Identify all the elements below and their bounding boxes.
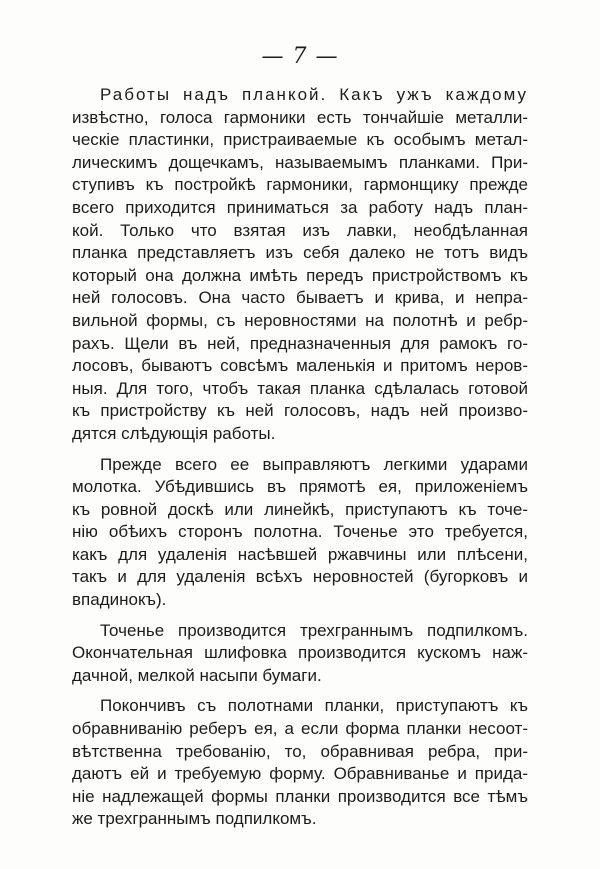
text-line: дачной, мелкой насыпи бумаги. — [72, 665, 322, 685]
paragraph-3 — [72, 620, 528, 688]
text-line: впадинокъ). — [72, 590, 167, 610]
text-line: Окончательная шлифовка производится кускомъ наж- — [72, 643, 528, 663]
paragraph-4 — [72, 695, 528, 831]
text-line: дятся слѣдующiя работы. — [72, 423, 276, 443]
text-line: который она должна имѣть передъ пристройствомъ къ — [72, 265, 528, 285]
text-line: лическимъ дощечкамъ, называемымъ планками. При- — [72, 152, 528, 172]
text-line: же трехграннымъ подпилкомъ. — [72, 809, 317, 829]
text-line: къ ровной доскѣ или линейкѣ, приступаютъ къ точе- — [72, 499, 528, 519]
text-line: вильной формы, съ неровностями на полотнѣ и ребр- — [72, 310, 528, 330]
text-line: лосовъ, бываютъ совсѣмъ маленькiя и притомъ неров- — [72, 356, 528, 376]
text-line: вѣтственна требованiю, то, обравнивая ребра, при- — [72, 741, 528, 761]
text-line: такъ и для удаленiя всѣхъ неровностей (бугорковъ и — [72, 567, 528, 587]
text-line: рахъ. Щели въ ней, предназначенныя для рамокъ го- — [72, 333, 528, 353]
text-line: даютъ ей и требуемую форму. Обравниванье и прида- — [72, 764, 528, 784]
paragraph-1 — [72, 84, 528, 446]
text-line: нiю обѣихъ сторонъ полотна. Точенье это требуется, — [72, 522, 528, 542]
text-line: Точенье производится трехграннымъ подпилкомъ. — [100, 620, 528, 640]
text-line: всего приходится приниматься за работу надъ план- — [72, 197, 528, 217]
text-line: ныя. Для того, чтобъ такая планка сдѣлалась готовой — [72, 378, 528, 398]
text-line: ступивъ къ постройкѣ гармоники, гармонщику прежде — [72, 175, 528, 195]
text-line: планка представляетъ изъ себя далеко не тотъ видъ — [72, 243, 528, 263]
text-line: ческiе пластинки, пристраиваемые къ особымъ метал- — [72, 130, 528, 150]
text-line: Прежде всего ее выправляютъ легкими ударами — [100, 454, 528, 474]
text-line: кой. Только что взятая изъ лавки, необдѣланная — [72, 220, 528, 240]
paragraph-2 — [72, 454, 528, 612]
text-line: къ пристройству къ ней голосовъ, надъ ней произво- — [72, 401, 528, 421]
text-line: молотка. Убѣдившись въ прямотѣ ея, приложенiемъ — [72, 477, 528, 497]
body-text — [72, 84, 528, 839]
text-line: ней голосовъ. Она часто бываетъ и крива, и непра- — [72, 288, 528, 308]
text-line: Работы надъ планкой. Какъ ужъ каждому — [100, 85, 528, 104]
text-line: какъ для удаленiя насѣвшей ржавчины или плѣсени, — [72, 544, 528, 564]
text-line: нiе надлежащей формы планки производится все тѣмъ — [72, 786, 528, 806]
page-number: — 7 — — [261, 44, 339, 69]
text-line: обравниванiю реберъ ея, а если форма планки несоот- — [72, 719, 528, 739]
text-line: Покончивъ съ полотнами планки, приступаютъ къ — [100, 696, 528, 716]
text-line: извѣстно, голоса гармоники есть тончайшiе металли- — [72, 107, 528, 127]
